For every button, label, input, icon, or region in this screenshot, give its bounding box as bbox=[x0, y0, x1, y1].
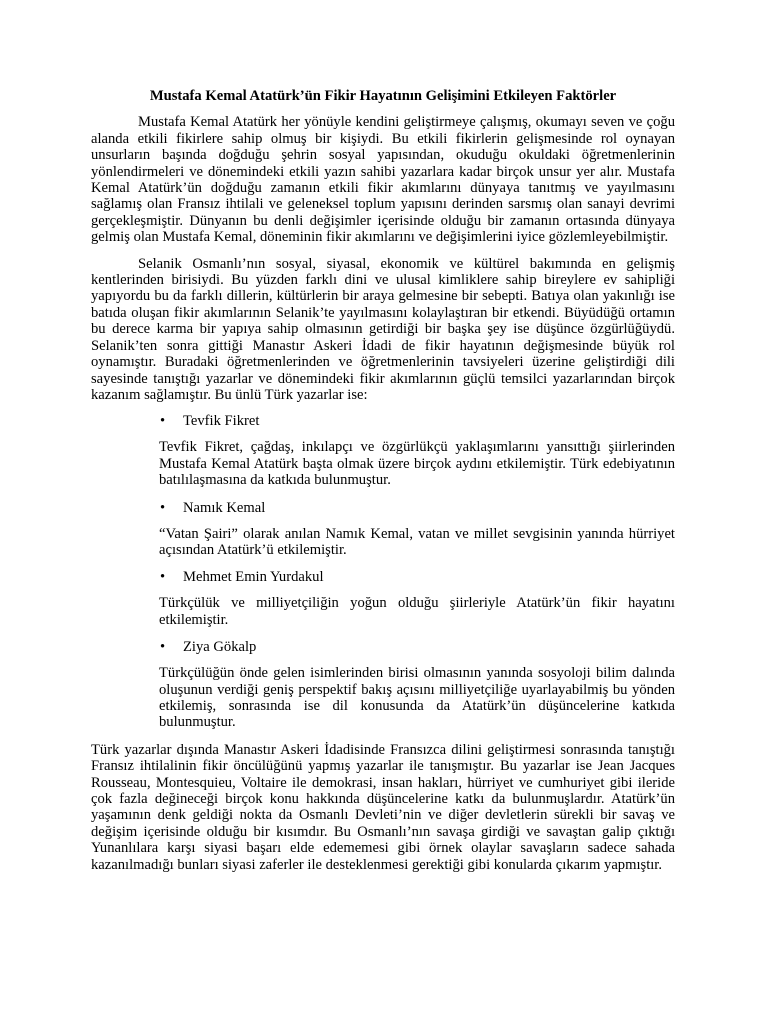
writer-description: “Vatan Şairi” olarak anılan Namık Kemal, vatan ve millet sevgisinin yanında hürriyet açısından Atatürk’ü etkilemiştir. bbox=[159, 525, 675, 558]
document-body bbox=[91, 88, 675, 873]
list-item bbox=[159, 413, 675, 430]
list-item bbox=[159, 639, 675, 656]
document-title: Mustafa Kemal Atatürk’ün Fikir Hayatının Gelişimini Etkileyen Faktörler bbox=[149, 88, 617, 104]
bullet-icon: • bbox=[160, 639, 166, 656]
writer-name: Mehmet Emin Yurdakul bbox=[183, 569, 324, 586]
paragraph-french-writers: Türk yazarlar dışında Manastır Askeri İdadisinde Fransızca dilini geliştirmesi sonrasında tanıştığı Fransız ihtilalinin fikir öncülüğünü yapmış yazarlar ile tanışmıştır. Bu yazarlar ise Jean Jacques Rousseau, Montesquieu, Voltaire ile demokrasi, insan hakları, hürriyet ve cumhuriyet gibi ileride çok fazla değineceği birçok konu hakkında düşüncelerine katkı da bulunmuşlardır. Atatürk’ün yaşamının denk geldiği nokta da Osmanlı Devleti’nin ve diğer devletlerin sürekli bir savaş ve değişim içerisinde olduğu bir kısımdır. Bu Osmanlı’nın savaşa girdiği ve savaştan galip çıktığı Yunanlılara karşı siyasi başarı elde edememesi gibi örnek olaylar savaşların sadece sahada kazanılmadığı bunları siyasi zaferler ile desteklenmesi gerektiği gibi konularda çıkarım yapmıştır. bbox=[91, 741, 675, 873]
writer-description: Türkçülüğün önde gelen isimlerinden birisi olmasının yanında sosyoloji bilim dalında oluşunun verdiği geniş perspektif bakış açısını milliyetçiliğe uyarlayabilmiş bu yönden etkilemiş, sonrasında ise dil konusunda da Atatürk’ün düşüncelerine katkıda bulunmuştur. bbox=[159, 665, 675, 731]
bullet-icon: • bbox=[160, 569, 166, 586]
bullet-icon: • bbox=[160, 499, 166, 516]
bullet-icon: • bbox=[160, 413, 166, 430]
writer-name: Tevfik Fikret bbox=[183, 413, 260, 430]
writer-description: Türkçülük ve milliyetçiliğin yoğun olduğu şiirleriyle Atatürk’ün fikir hayatını etkilemiştir. bbox=[159, 595, 675, 628]
list-item bbox=[159, 500, 675, 517]
writer-description: Tevfik Fikret, çağdaş, inkılapçı ve özgürlükçü yaklaşımlarını yansıttığı şiirlerinden Mustafa Kemal Atatürk başta olmak üzere birçok aydını etkilemiştir. Türk edebiyatının batılılaşmasına da katkıda bulunmuştur. bbox=[159, 439, 675, 489]
writer-name: Namık Kemal bbox=[183, 499, 266, 516]
writers-list bbox=[159, 413, 675, 730]
paragraph-intro: Mustafa Kemal Atatürk her yönüyle kendini geliştirmeye çalışmış, okumayı seven ve çoğu alanda etkili fikirlere sahip olmuş bir kişiydi. Bu etkili fikirlerin gelişmesinde rol oynayan unsurların başında doğduğu şehrin sosyal yapısından, okuduğu okuldaki öğretmenlerinin yönlendirmeleri ve dönemindeki etkili yazın sahibi yazarlara kadar birçok unsur yer alır. Mustafa Kemal Atatürk’ün doğduğu zamanın etkili fikir akımlarını dünyaya tanıtmış ve yayılmasını sağlamış olan Fransız ihtilali ve geleneksel toplum yapısını derinden sarsmış olan sanayi devrimi gerçekleşmiştir. Dünyanın bu denli değişimler içerisinde olduğu bir zamanın ortasında dünyaya gelmiş olan Mustafa Kemal, döneminin fikir akımlarını ve değişimlerini iyice gözlemleyebilmiştir. bbox=[91, 114, 675, 246]
paragraph-selanik: Selanik Osmanlı’nın sosyal, siyasal, ekonomik ve kültürel bakımında en gelişmiş kentlerinden birisiydi. Bu yüzden farklı dini ve ulusal kimliklere sahip bireylere ev sahipliği yapıyordu bu da farklı dillerin, kültürlerin bir araya gelmesine bir sebepti. Batıya olan yakınlığı ise batıda oluşan fikir akımlarının Selanik’te yayılmasını kolaylaştıran bir etkendi. Büyüdüğü ortamın bu derece karma bir yapıya sahip olmasının getirdiği bir başka şey ise düşünce özgürlüğüydü. Selanik’ten sonra gittiği Manastır Askeri İdadi de fikir hayatının değişmesinde büyük rol oynamıştır. Buradaki öğretmenlerinden ve öğretmenlerinin tavsiyeleri üzerine geliştirdiği dili sayesinde tanıştığı yazarlar ve dönemindeki fikir akımlarının güçlü temsilci yazarlarından birçok kazanım sağlamıştır. Bu ünlü Türk yazarlar ise: bbox=[91, 255, 675, 403]
writer-name: Ziya Gökalp bbox=[183, 639, 257, 656]
list-item bbox=[159, 569, 675, 586]
